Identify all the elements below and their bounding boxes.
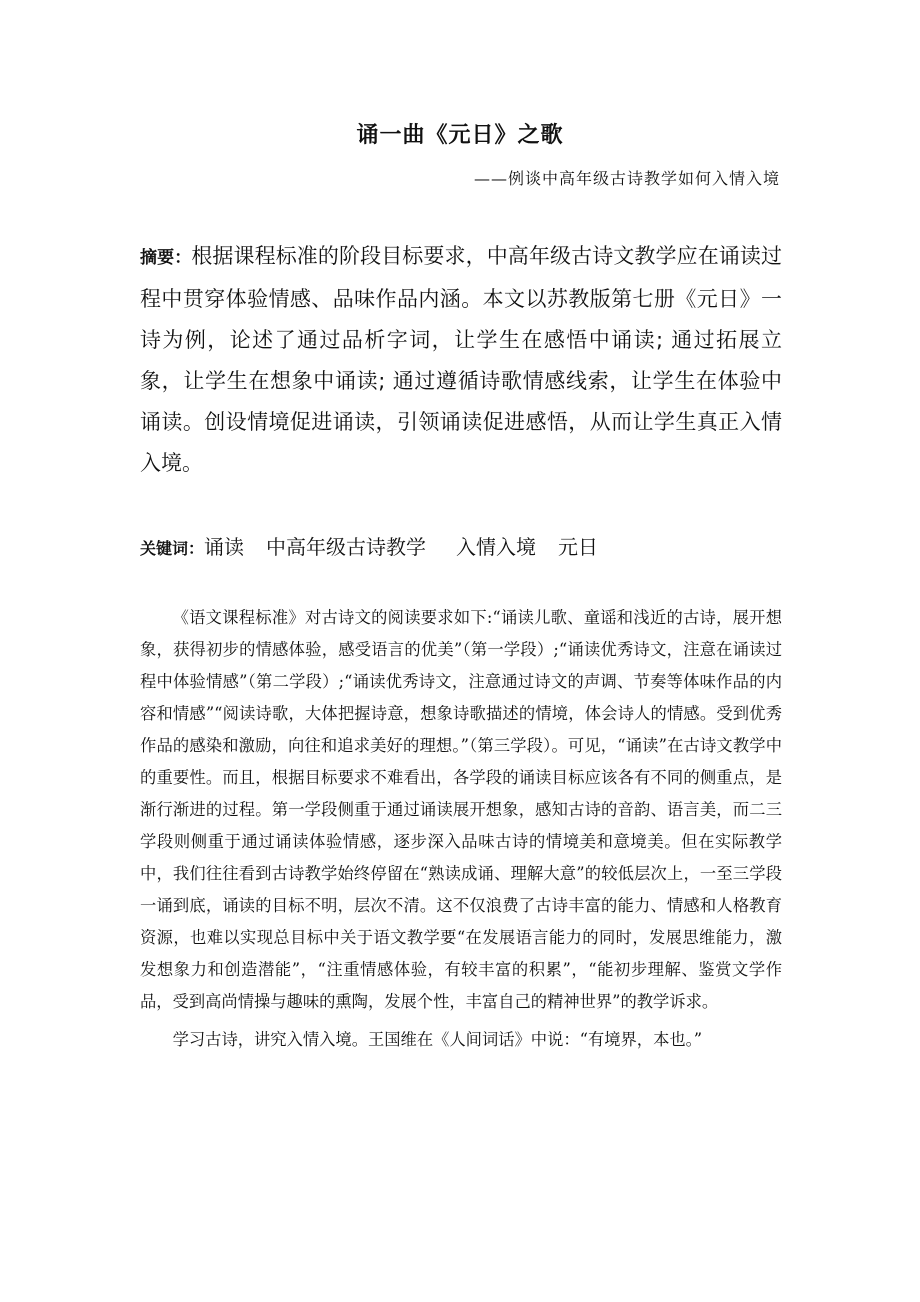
paragraph: 学习古诗，讲究入情入境。王国维在《人间词话》中说：“有境界，本也。” <box>172 1030 703 1049</box>
document-subtitle: ——例谈中高年级古诗教学如何入情入境 <box>473 169 780 188</box>
keyword: 中高年级古诗教学 <box>266 535 427 559</box>
abstract-text: 根据课程标准的阶段目标要求，中高年级古诗文教学应在诵读过程中贯穿体验情感、品味作品内涵。本文以苏教版第七册《元日》一诗为例，论述了通过品析字词，让学生在感悟中诵读; 通过拓展立象，让学生在想象中诵读; 通过遵循诗歌情感线索，让学生在体验中诵读。创设情境促进诵读，引领诵读促进感悟，从而让学生真正入情入境。 <box>140 244 783 475</box>
paragraph: 《语文课程标准》对古诗文的阅读要求如下:“诵读儿歌、童谣和浅近的古诗，展开想象，获得初步的情感体验，感受语言的优美”（第一学段）;“诵读优秀诗文，注意在诵读过程中体验情感”（第二学段）;“诵读优秀诗文，注意通过诗文的声调、节奏等体味作品的内容和情感”“阅读诗歌，大体把握诗意，想象诗歌描述的情境，体会诗人的情感。受到优秀作品的感染和激励，向往和追求美好的理想。”（第三学段）。可见，“诵读”在古诗文教学中的重要性。而且，根据目标要求不难看出，各学段的诵读目标应该各有不同的侧重点，是渐行渐进的过程。第一学段侧重于通过诵读展开想象，感知古诗的音韵、语言美，而二三学段则侧重于通过诵读体验情感，逐步深入品味古诗的情境美和意境美。但在实际教学中，我们往往看到古诗教学始终停留在“熟读成诵、理解大意”的较低层次上，一至三学段一诵到底，诵读的目标不明，层次不清。这不仅浪费了古诗丰富的能力、情感和人格教育资源，也难以实现总目标中关于语文教学要“在发展语言能力的同时，发展思维能力，激发想象力和创造潜能”，“注重情感体验，有较丰富的积累”，“能初步理解、鉴赏文学作品，受到高尚情操与趣味的熏陶，发展个性，丰富自己的精神世界”的教学诉求。 <box>140 608 782 1011</box>
body-text <box>140 602 782 1056</box>
keywords-label: 关键词： <box>140 539 205 558</box>
keyword: 元日 <box>558 535 599 559</box>
abstract-label: 摘要： <box>140 248 192 268</box>
keyword: 入情入境 <box>456 535 537 559</box>
document-title: 诵一曲《元日》之歌 <box>356 123 564 148</box>
keywords <box>140 531 790 560</box>
keyword: 诵读 <box>204 535 245 559</box>
abstract <box>140 236 782 484</box>
